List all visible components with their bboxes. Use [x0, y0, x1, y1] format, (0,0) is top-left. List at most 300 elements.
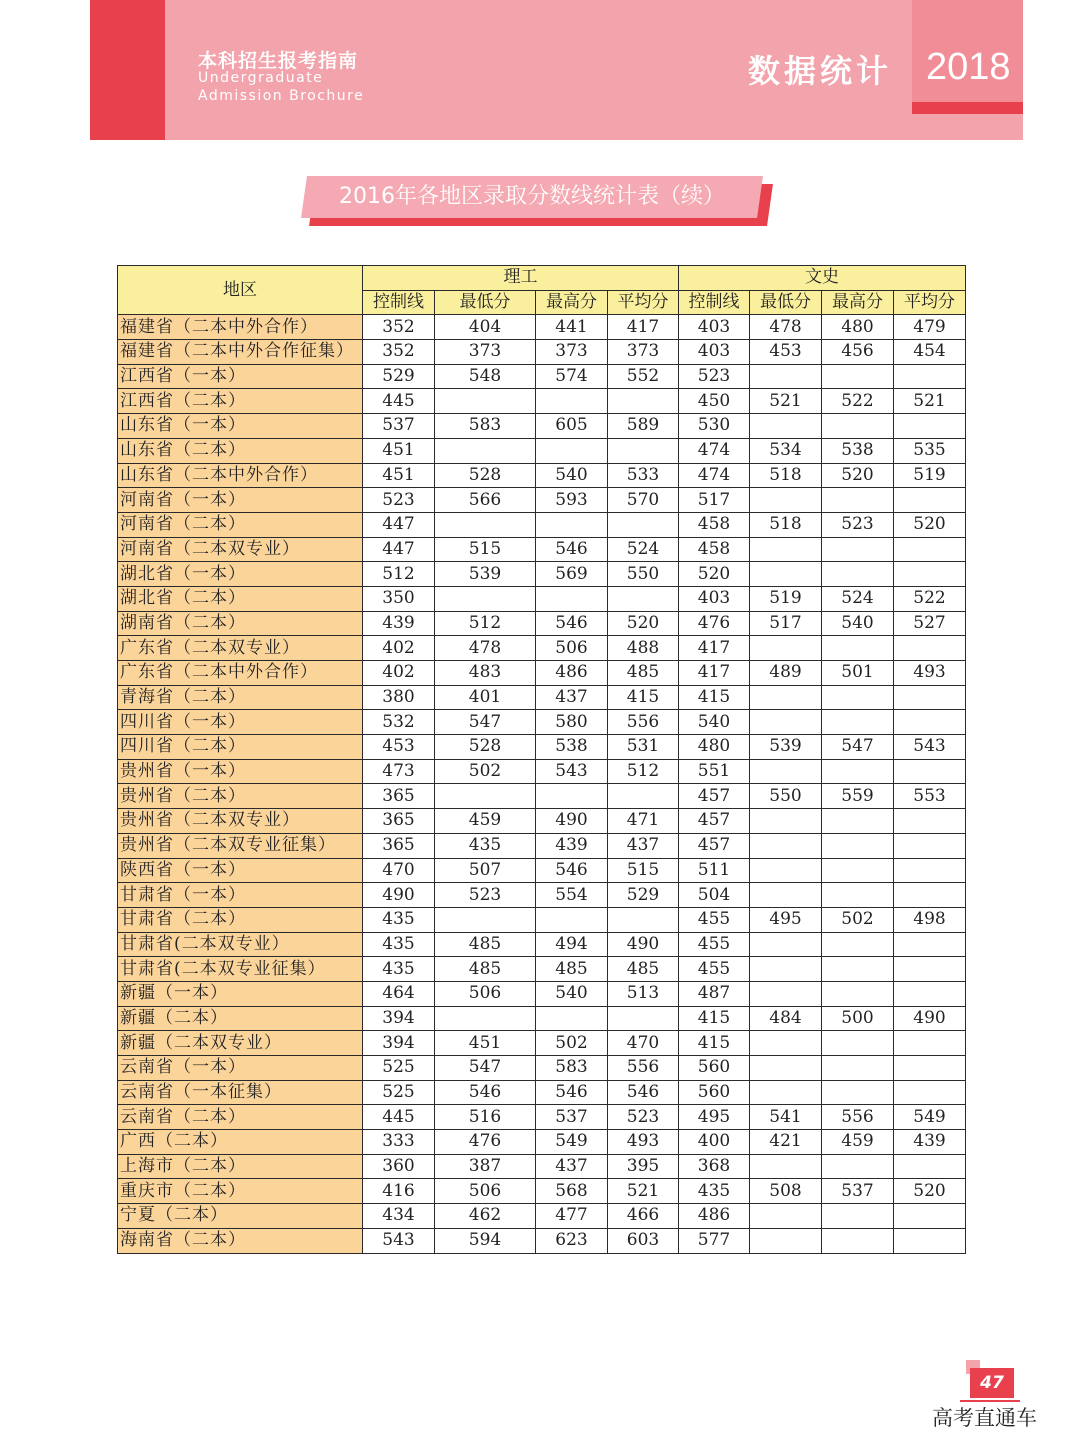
region-cell: 四川省（一本）	[118, 710, 363, 735]
region-cell: 福建省（二本中外合作征集）	[118, 340, 363, 365]
region-cell: 贵州省（二本）	[118, 784, 363, 809]
region-cell: 四川省（二本）	[118, 735, 363, 760]
score-cell	[894, 759, 966, 784]
sub-header-cell: 最高分	[536, 290, 608, 315]
score-cell	[608, 586, 679, 611]
header-accent-bar	[90, 0, 165, 140]
score-cell	[822, 685, 894, 710]
region-cell: 湖南省（二本）	[118, 611, 363, 636]
region-cell: 重庆市（二本）	[118, 1179, 363, 1204]
score-cell: 530	[679, 414, 750, 439]
score-table	[117, 265, 966, 1254]
header-stripe	[912, 102, 1023, 114]
region-cell: 广西（二本）	[118, 1130, 363, 1155]
score-cell: 519	[750, 586, 822, 611]
region-cell: 新疆（二本双专业）	[118, 1031, 363, 1056]
score-cell: 455	[679, 932, 750, 957]
score-cell: 373	[608, 340, 679, 365]
score-cell: 502	[435, 759, 536, 784]
score-cell: 546	[536, 1080, 608, 1105]
score-cell: 447	[363, 512, 435, 537]
score-cell: 373	[435, 340, 536, 365]
score-cell: 523	[608, 1105, 679, 1130]
score-cell: 569	[536, 562, 608, 587]
score-cell: 485	[435, 957, 536, 982]
score-cell: 539	[435, 562, 536, 587]
table-row	[118, 438, 966, 463]
score-cell: 504	[679, 883, 750, 908]
score-cell: 541	[750, 1105, 822, 1130]
score-cell: 515	[435, 537, 536, 562]
score-cell: 517	[750, 611, 822, 636]
score-cell	[536, 1006, 608, 1031]
score-cell: 470	[363, 858, 435, 883]
score-cell: 437	[536, 1154, 608, 1179]
score-cell: 365	[363, 833, 435, 858]
score-cell: 415	[679, 685, 750, 710]
score-cell: 520	[822, 463, 894, 488]
score-cell: 546	[608, 1080, 679, 1105]
score-cell: 547	[435, 710, 536, 735]
score-cell: 525	[363, 1056, 435, 1081]
score-cell	[750, 809, 822, 834]
score-cell	[608, 389, 679, 414]
region-cell: 云南省（一本）	[118, 1056, 363, 1081]
score-cell: 476	[435, 1130, 536, 1155]
score-cell: 559	[822, 784, 894, 809]
header-banner-bottom	[165, 114, 1023, 140]
score-cell	[894, 1031, 966, 1056]
region-cell: 河南省（二本双专业）	[118, 537, 363, 562]
table-row	[118, 1228, 966, 1253]
score-cell: 458	[679, 512, 750, 537]
score-cell: 477	[536, 1204, 608, 1229]
score-cell	[750, 858, 822, 883]
score-cell: 457	[679, 809, 750, 834]
score-cell: 456	[822, 340, 894, 365]
score-cell: 439	[536, 833, 608, 858]
sub-header-cell: 最高分	[822, 290, 894, 315]
score-cell: 464	[363, 981, 435, 1006]
score-cell: 435	[363, 957, 435, 982]
score-cell: 500	[822, 1006, 894, 1031]
score-cell	[822, 636, 894, 661]
score-cell	[822, 809, 894, 834]
score-cell: 534	[750, 438, 822, 463]
table-row	[118, 809, 966, 834]
score-cell	[536, 512, 608, 537]
region-cell: 贵州省（二本双专业征集）	[118, 833, 363, 858]
score-cell	[750, 1080, 822, 1105]
score-cell: 485	[435, 932, 536, 957]
score-cell: 462	[435, 1204, 536, 1229]
score-cell: 485	[608, 957, 679, 982]
sub-header-cell: 平均分	[608, 290, 679, 315]
score-cell: 540	[536, 981, 608, 1006]
score-cell: 441	[536, 315, 608, 340]
score-cell	[894, 685, 966, 710]
score-cell: 350	[363, 586, 435, 611]
score-cell: 522	[894, 586, 966, 611]
score-cell: 416	[363, 1179, 435, 1204]
score-cell: 360	[363, 1154, 435, 1179]
score-cell: 580	[536, 710, 608, 735]
score-cell: 401	[435, 685, 536, 710]
score-cell: 484	[750, 1006, 822, 1031]
score-cell	[822, 537, 894, 562]
table-row	[118, 562, 966, 587]
score-cell: 471	[608, 809, 679, 834]
score-cell: 540	[679, 710, 750, 735]
score-cell: 493	[608, 1130, 679, 1155]
score-cell: 546	[536, 858, 608, 883]
score-cell	[894, 858, 966, 883]
score-cell	[894, 883, 966, 908]
table-row	[118, 315, 966, 340]
score-cell: 552	[608, 364, 679, 389]
table-row	[118, 661, 966, 686]
score-cell: 490	[608, 932, 679, 957]
score-cell: 488	[608, 636, 679, 661]
score-cell: 490	[536, 809, 608, 834]
score-cell: 478	[750, 315, 822, 340]
table-row	[118, 1031, 966, 1056]
score-cell: 494	[536, 932, 608, 957]
region-cell: 河南省（二本）	[118, 512, 363, 537]
score-cell: 485	[536, 957, 608, 982]
score-cell: 473	[363, 759, 435, 784]
score-cell: 603	[608, 1228, 679, 1253]
sub-header-cell: 最低分	[435, 290, 536, 315]
score-cell: 450	[679, 389, 750, 414]
score-cell: 466	[608, 1204, 679, 1229]
score-cell: 435	[679, 1179, 750, 1204]
region-cell: 江西省（二本）	[118, 389, 363, 414]
score-cell	[894, 1080, 966, 1105]
score-cell: 518	[750, 512, 822, 537]
score-cell: 524	[608, 537, 679, 562]
score-cell: 483	[435, 661, 536, 686]
score-cell	[894, 636, 966, 661]
score-cell: 455	[679, 957, 750, 982]
page-margin	[0, 0, 90, 140]
table-row	[118, 340, 966, 365]
region-cell: 湖北省（一本）	[118, 562, 363, 587]
section-title: 数据统计	[748, 52, 893, 90]
score-cell	[435, 784, 536, 809]
table-row	[118, 1080, 966, 1105]
score-cell	[894, 981, 966, 1006]
score-cell: 507	[435, 858, 536, 883]
score-cell: 512	[363, 562, 435, 587]
score-cell: 546	[536, 611, 608, 636]
score-cell	[894, 414, 966, 439]
region-cell: 甘肃省(二本双专业）	[118, 932, 363, 957]
score-cell: 523	[363, 488, 435, 513]
score-cell	[822, 1154, 894, 1179]
score-cell: 589	[608, 414, 679, 439]
score-cell	[536, 438, 608, 463]
score-cell: 480	[822, 315, 894, 340]
score-cell: 486	[679, 1204, 750, 1229]
score-cell: 520	[679, 562, 750, 587]
score-cell: 520	[894, 512, 966, 537]
score-cell: 403	[679, 315, 750, 340]
score-cell: 474	[679, 463, 750, 488]
score-cell: 485	[608, 661, 679, 686]
score-cell: 583	[536, 1056, 608, 1081]
score-cell: 454	[894, 340, 966, 365]
table-row	[118, 414, 966, 439]
score-cell: 404	[435, 315, 536, 340]
score-cell: 402	[363, 636, 435, 661]
score-cell: 490	[894, 1006, 966, 1031]
score-cell	[822, 957, 894, 982]
score-cell	[536, 389, 608, 414]
brand-title-cn: 本科招生报考指南	[198, 50, 359, 72]
score-cell: 540	[536, 463, 608, 488]
score-cell: 548	[435, 364, 536, 389]
region-cell: 山东省（二本中外合作）	[118, 463, 363, 488]
table-row	[118, 611, 966, 636]
score-cell: 550	[608, 562, 679, 587]
score-cell: 451	[435, 1031, 536, 1056]
score-cell: 459	[822, 1130, 894, 1155]
score-cell: 415	[679, 1006, 750, 1031]
score-cell: 521	[608, 1179, 679, 1204]
region-cell: 山东省（一本）	[118, 414, 363, 439]
score-cell: 594	[435, 1228, 536, 1253]
score-cell: 451	[363, 463, 435, 488]
score-cell: 538	[822, 438, 894, 463]
arts-group-header: 文史	[679, 266, 966, 291]
score-cell: 474	[679, 438, 750, 463]
region-cell: 江西省（一本）	[118, 364, 363, 389]
score-cell: 439	[363, 611, 435, 636]
score-cell: 403	[679, 586, 750, 611]
score-cell: 540	[822, 611, 894, 636]
score-cell	[750, 957, 822, 982]
score-cell	[750, 833, 822, 858]
score-cell: 570	[608, 488, 679, 513]
score-cell: 352	[363, 315, 435, 340]
score-cell: 623	[536, 1228, 608, 1253]
score-cell	[822, 1204, 894, 1229]
score-cell: 515	[608, 858, 679, 883]
score-cell	[750, 364, 822, 389]
table-row	[118, 389, 966, 414]
score-cell: 489	[750, 661, 822, 686]
score-cell: 556	[608, 710, 679, 735]
table-row	[118, 1006, 966, 1031]
score-cell	[822, 710, 894, 735]
score-cell: 476	[679, 611, 750, 636]
score-cell: 435	[363, 907, 435, 932]
score-cell: 546	[536, 537, 608, 562]
score-cell: 537	[822, 1179, 894, 1204]
score-cell	[894, 1154, 966, 1179]
score-cell: 495	[750, 907, 822, 932]
score-cell: 435	[363, 932, 435, 957]
brand-title-en-line2: Admission Brochure	[198, 88, 365, 104]
score-cell	[750, 1056, 822, 1081]
score-cell	[894, 1204, 966, 1229]
score-cell: 554	[536, 883, 608, 908]
score-cell: 415	[608, 685, 679, 710]
score-cell	[894, 809, 966, 834]
region-cell: 陕西省（一本）	[118, 858, 363, 883]
score-cell	[750, 981, 822, 1006]
score-cell: 387	[435, 1154, 536, 1179]
score-cell: 395	[608, 1154, 679, 1179]
table-row	[118, 586, 966, 611]
score-cell	[608, 512, 679, 537]
score-cell: 522	[822, 389, 894, 414]
region-cell: 宁夏（二本）	[118, 1204, 363, 1229]
score-cell: 560	[679, 1080, 750, 1105]
score-cell	[822, 932, 894, 957]
region-cell: 福建省（二本中外合作）	[118, 315, 363, 340]
score-cell: 352	[363, 340, 435, 365]
score-cell	[894, 1228, 966, 1253]
score-cell	[750, 488, 822, 513]
score-cell: 457	[679, 784, 750, 809]
table-row	[118, 833, 966, 858]
score-cell	[750, 636, 822, 661]
score-cell: 523	[435, 883, 536, 908]
score-cell: 537	[363, 414, 435, 439]
score-cell: 533	[608, 463, 679, 488]
score-cell	[750, 710, 822, 735]
region-cell: 山东省（二本）	[118, 438, 363, 463]
score-cell: 457	[679, 833, 750, 858]
score-cell	[750, 537, 822, 562]
score-cell: 394	[363, 1006, 435, 1031]
score-cell: 577	[679, 1228, 750, 1253]
score-cell: 506	[435, 981, 536, 1006]
score-cell: 546	[435, 1080, 536, 1105]
score-cell: 495	[679, 1105, 750, 1130]
table-row	[118, 1130, 966, 1155]
score-cell	[750, 759, 822, 784]
score-cell: 605	[536, 414, 608, 439]
score-cell	[822, 1031, 894, 1056]
table-row	[118, 710, 966, 735]
score-cell	[435, 512, 536, 537]
score-cell: 512	[435, 611, 536, 636]
score-cell: 445	[363, 389, 435, 414]
score-cell	[894, 562, 966, 587]
region-cell: 海南省（二本）	[118, 1228, 363, 1253]
table-row	[118, 1179, 966, 1204]
score-cell: 435	[435, 833, 536, 858]
score-cell: 556	[608, 1056, 679, 1081]
score-cell	[750, 1031, 822, 1056]
score-cell	[435, 389, 536, 414]
page-margin-right	[1023, 0, 1080, 140]
score-cell: 453	[750, 340, 822, 365]
score-cell: 566	[435, 488, 536, 513]
score-cell: 529	[608, 883, 679, 908]
score-cell: 525	[363, 1080, 435, 1105]
score-cell: 538	[536, 735, 608, 760]
score-cell	[750, 1204, 822, 1229]
score-cell: 437	[536, 685, 608, 710]
table-row	[118, 735, 966, 760]
score-cell	[608, 1006, 679, 1031]
score-cell: 365	[363, 784, 435, 809]
score-cell	[435, 586, 536, 611]
table-body	[118, 315, 966, 1253]
score-cell: 373	[536, 340, 608, 365]
score-cell: 415	[679, 1031, 750, 1056]
table-row	[118, 463, 966, 488]
score-cell	[894, 488, 966, 513]
score-cell: 478	[435, 636, 536, 661]
year-label: 2018	[926, 46, 1011, 88]
score-cell: 519	[894, 463, 966, 488]
score-cell: 493	[894, 661, 966, 686]
score-cell: 516	[435, 1105, 536, 1130]
score-cell: 502	[822, 907, 894, 932]
score-cell	[536, 907, 608, 932]
score-cell: 417	[679, 661, 750, 686]
score-cell	[894, 537, 966, 562]
score-cell: 451	[363, 438, 435, 463]
score-cell	[750, 414, 822, 439]
table-row	[118, 636, 966, 661]
region-cell: 新疆（二本）	[118, 1006, 363, 1031]
score-cell: 549	[536, 1130, 608, 1155]
score-cell: 417	[679, 636, 750, 661]
score-cell	[822, 364, 894, 389]
table-row	[118, 1056, 966, 1081]
table-row	[118, 784, 966, 809]
score-cell: 511	[679, 858, 750, 883]
score-cell	[822, 562, 894, 587]
score-cell: 539	[750, 735, 822, 760]
score-cell: 527	[894, 611, 966, 636]
brand-title-en-line1: Undergraduate	[198, 70, 324, 86]
score-cell	[822, 1056, 894, 1081]
sub-header-cell: 平均分	[894, 290, 966, 315]
score-cell: 537	[536, 1105, 608, 1130]
score-cell: 403	[679, 340, 750, 365]
table-row	[118, 488, 966, 513]
score-cell: 498	[894, 907, 966, 932]
score-cell	[822, 858, 894, 883]
score-cell: 513	[608, 981, 679, 1006]
table-row	[118, 981, 966, 1006]
score-cell: 487	[679, 981, 750, 1006]
score-cell: 551	[679, 759, 750, 784]
region-cell: 贵州省（一本）	[118, 759, 363, 784]
score-cell: 521	[894, 389, 966, 414]
score-cell	[822, 414, 894, 439]
score-cell	[608, 907, 679, 932]
region-cell: 青海省（二本）	[118, 685, 363, 710]
score-cell: 547	[822, 735, 894, 760]
score-cell: 550	[750, 784, 822, 809]
score-cell	[894, 1056, 966, 1081]
score-cell: 458	[679, 537, 750, 562]
watermark: 高考直通车	[932, 1406, 1037, 1430]
score-cell: 437	[608, 833, 679, 858]
region-cell: 河南省（一本）	[118, 488, 363, 513]
table-row	[118, 364, 966, 389]
score-cell: 506	[435, 1179, 536, 1204]
score-cell	[822, 1080, 894, 1105]
